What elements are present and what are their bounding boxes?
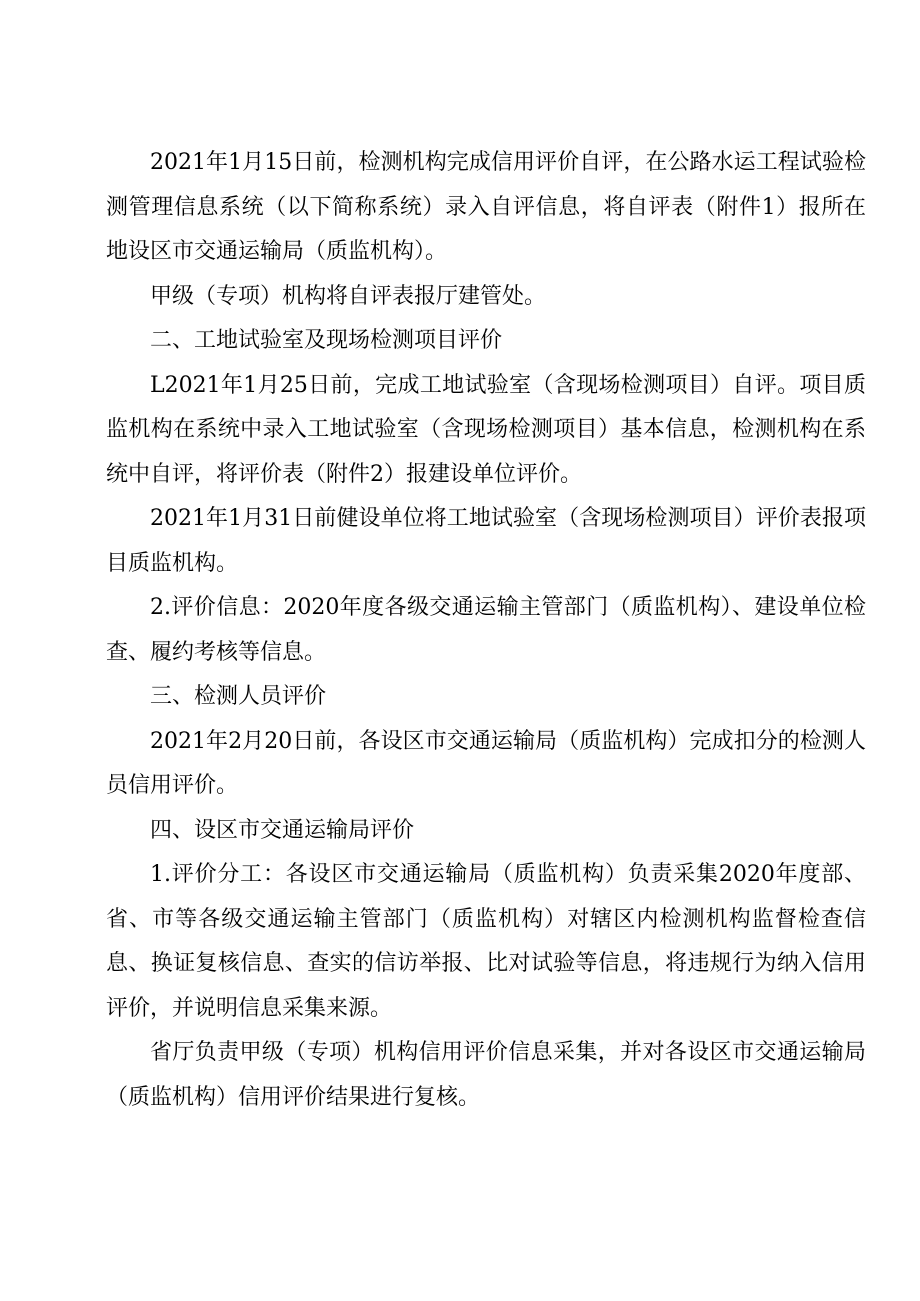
paragraph-personnel-evaluation: 2021年2月20日前，各设区市交通运输局（质监机构）完成扣分的检测人员信用评价。 xyxy=(106,728,866,798)
paragraph-site-lab-report: 2021年1月31日前健设单位将工地试验室（含现场检测项目）评价表报项目质监机构。 xyxy=(106,506,866,576)
paragraph-provincial-review: 省厅负责甲级（专项）机构信用评价信息采集，并对各设区市交通运输局（质监机构）信用评价结果进行复核。 xyxy=(106,1040,866,1110)
paragraph-grade-a-submission: 甲级（专项）机构将自评表报厅建管处。 xyxy=(150,283,547,309)
paragraph-evaluation-info: 2.评价信息：2020年度各级交通运输主管部门（质监机构）、建设单位检查、履约考核等信息。 xyxy=(106,595,866,665)
section-heading-site-lab: 二、工地试验室及现场检测项目评价 xyxy=(150,328,503,353)
document-body xyxy=(106,141,866,1120)
section-heading-personnel: 三、检测人员评价 xyxy=(150,684,327,709)
paragraph-evaluation-division: 1.评价分工：各设区市交通运输局（质监机构）负责采集2020年度部、省、市等各级交通运输主管部门（质监机构）对辖区内检测机构监督检查信息、换证复核信息、查实的信访举报、比对试验等信息，将违规行为纳入信用评价，并说明信息采集来源。 xyxy=(106,862,866,1021)
paragraph-self-evaluation-deadline: 2021年1月15日前，检测机构完成信用评价自评，在公路水运工程试验检测管理信息系统（以下简称系统）录入自评信息，将自评表（附件1）报所在地设区市交通运输局（质监机构）。 xyxy=(106,150,866,264)
paragraph-site-lab-self-evaluation: L2021年1月25日前，完成工地试验室（含现场检测项目）自评。项目质监机构在系统中录入工地试验室（含现场检测项目）基本信息，检测机构在系统中自评，将评价表（附件2）报建设单位评价。 xyxy=(106,372,866,487)
section-heading-city-bureau: 四、设区市交通运输局评价 xyxy=(150,817,415,843)
